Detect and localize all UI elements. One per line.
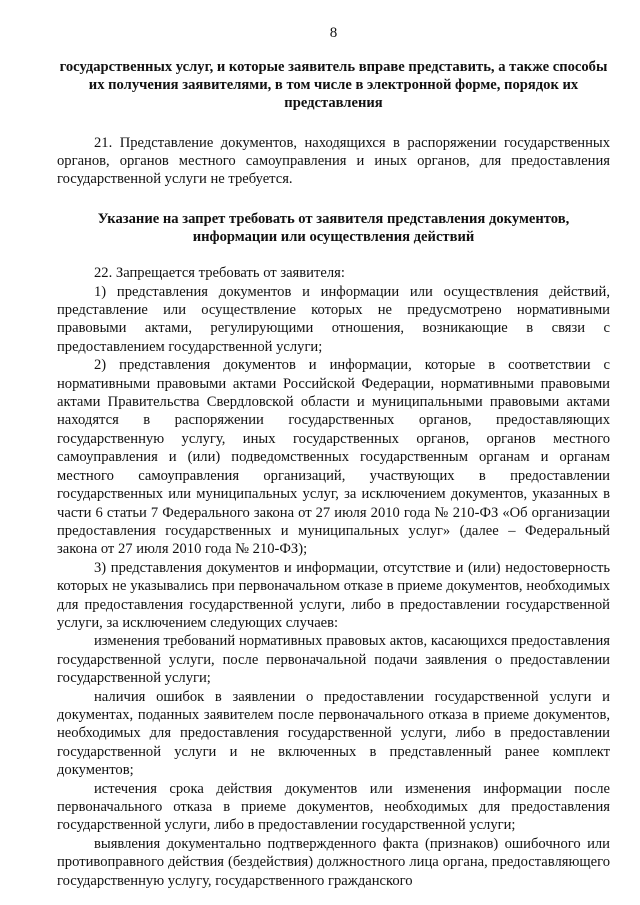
exception-item-2: наличия ошибок в заявлении о предоставлении государственной услуги и документах, поданных заявителем после первоначального отказа в приеме документов, необходимых для предоставления государственной услуги, либо в предоставлении государственной услуги и не включенных в представленный ранее комплект документов;: [57, 688, 610, 779]
list-item-3: 3) представления документов и информации, отсутствие и (или) недостоверность которых не указывались при первоначальном отказе в приеме документов, необходимых для предоставления государственной услуги, либо в предоставлении государственной услуги, за исключением следующих случаев:: [57, 559, 610, 631]
document-page: [57, 24, 610, 890]
paragraph-22: 22. Запрещается требовать от заявителя:: [94, 265, 345, 282]
exception-item-1: изменения требований нормативных правовых актов, касающихся предоставления государственной услуги, после первоначальной подачи заявления о предоставлении государственной услуги;: [57, 633, 610, 687]
exception-item-3: истечения срока действия документов или изменения информации после первоначального отказа в приеме документов, необходимых для предоставления государственной услуги, либо в предоставлении государственной услуги;: [57, 780, 610, 834]
continued-heading: государственных услуг, и которые заявитель вправе представить, а также способы их получения заявителями, в том числе в электронной форме, порядок их представления: [59, 59, 608, 112]
list-item-1: 1) представления документов и информации или осуществления действий, представление или осуществление которых не предусмотрено нормативными правовыми актами, регулирующими отношения, возникающие в связи с предоставлением государственной услуги;: [57, 283, 610, 355]
exception-item-4: выявления документально подтвержденного факта (признаков) ошибочного или противоправного действия (бездействия) должностного лица органа, предоставляющего государственную услугу, государственного гражданского: [57, 835, 610, 889]
list-item-2: 2) представления документов и информации, которые в соответствии с нормативными правовыми актами Российской Федерации, нормативными правовыми актами Правительства Свердловской области и муниципальными правовыми актами находятся в распоряжении государственных органов, предоставляющих государственную услугу, иных государственных органов, органов местного самоуправления и (или) подведомственных государственным органам и органам местного самоуправления организаций, участвующих в предоставлении государственных или муниципальных услуг, за исключением документов, указанных в части 6 статьи 7 Федерального закона от 27 июля 2010 года № 210-ФЗ «Об организации предоставления государственных и муниципальных услуг» (далее – Федеральный закона от 27 июля 2010 года № 210-ФЗ);: [57, 357, 610, 558]
paragraph-21: 21. Представление документов, находящихся в распоряжении государственных органов, органов местного самоуправления и иных органов, для предоставления государственной услуги не требуется.: [57, 134, 610, 188]
section-heading: Указание на запрет требовать от заявителя представления документов, информации или осуществления действий: [97, 210, 570, 246]
page-number: 8: [329, 25, 338, 41]
